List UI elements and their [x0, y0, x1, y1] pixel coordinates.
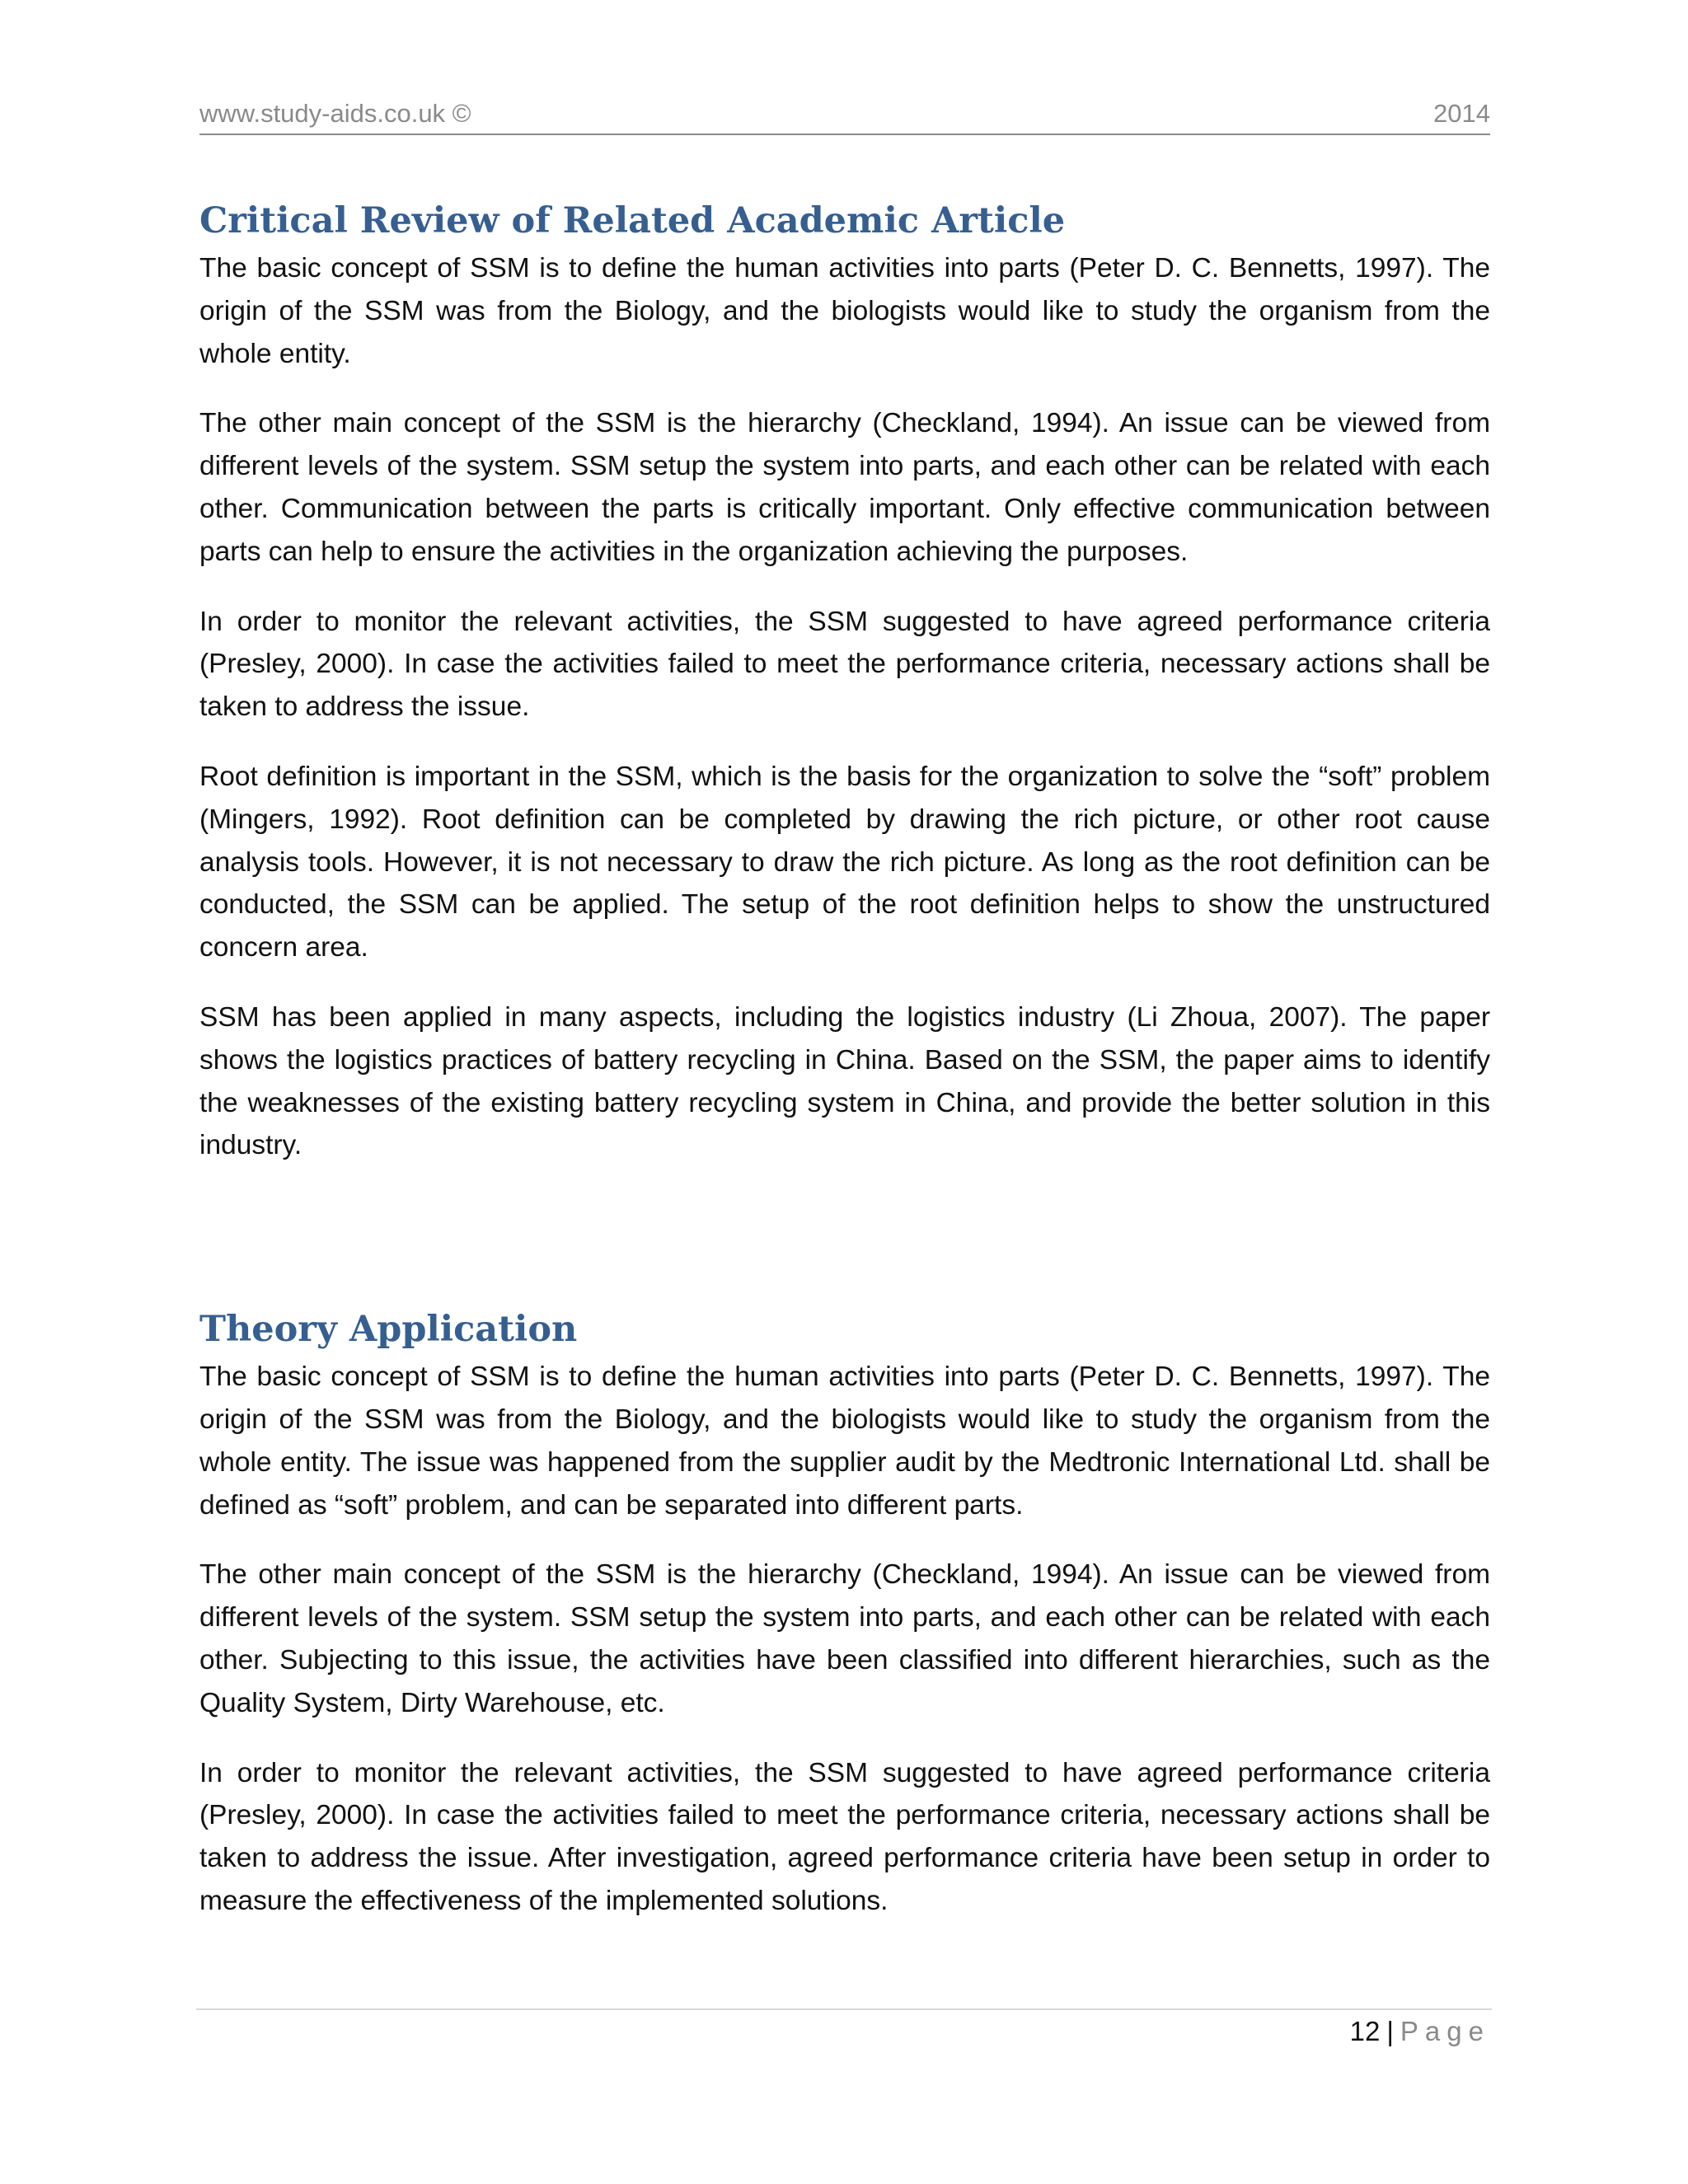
paragraph: The other main concept of the SSM is the hierarchy (Checkland, 1994). An issue can be viewed from different levels of the system. SSM setup the system into parts, and each other can be related with each other. Communication between the parts is critically important. Only effective communication between parts can help to ensure the activities in the organization achieving the purposes.: [199, 408, 1490, 567]
page-footer: [1350, 2016, 1490, 2047]
section-spacer: [199, 1194, 1490, 1303]
paragraph: Root definition is important in the SSM, which is the basis for the organization to solve the “soft” problem (Mingers, 1992). Root definition can be completed by drawing the rich picture, or other root cause analysis tools. However, it is not necessary to draw the rich picture. As long as the root definition can be conducted, the SSM can be applied. The setup of the root definition helps to show the unstructured concern area.: [199, 761, 1490, 963]
section-heading-theory-application: Theory Application: [199, 1309, 578, 1351]
paragraph: In order to monitor the relevant activities, the SSM suggested to have agreed performance criteria (Presley, 2000). In case the activities failed to meet the performance criteria, necessary actions shall be taken to address the issue. After investigation, agreed performance criteria have been setup in order to measure the effectiveness of the implemented solutions.: [199, 1757, 1490, 1916]
section-heading-critical-review: Critical Review of Related Academic Article: [199, 200, 1066, 241]
paragraph: The other main concept of the SSM is the hierarchy (Checkland, 1994). An issue can be viewed from different levels of the system. SSM setup the system into parts, and each other can be related with each other. Subjecting to this issue, the activities have been classified into different hierarchies, such as the Quality System, Dirty Warehouse, etc.: [199, 1559, 1490, 1718]
paragraph: The basic concept of SSM is to define the human activities into parts (Peter D. C. Bennetts, 1997). The origin of the SSM was from the Biology, and the biologists would like to study the organism from the whole entity. The issue was happened from the supplier audit by the Medtronic International Ltd. shall be defined as “soft” problem, and can be separated into different parts.: [199, 1361, 1490, 1521]
paragraph: In order to monitor the relevant activities, the SSM suggested to have agreed performance criteria (Presley, 2000). In case the activities failed to meet the performance criteria, necessary actions shall be taken to address the issue.: [199, 606, 1490, 723]
page-content: [199, 194, 1490, 1950]
page-number: 12: [1349, 2016, 1381, 2046]
page-header: [199, 97, 1490, 135]
paragraph: SSM has been applied in many aspects, including the logistics industry (Li Zhoua, 2007). The paper shows the logistics practices of battery recycling in China. Based on the SSM, the paper aims to identify the weaknesses of the existing battery recycling system in China, and provide the better solution in this industry.: [199, 1001, 1490, 1161]
header-site: www.study-aids.co.uk ©: [199, 99, 471, 128]
footer-divider: [196, 2008, 1492, 2010]
footer-page-word: Page: [1400, 2016, 1490, 2046]
paragraph: The basic concept of SSM is to define the human activities into parts (Peter D. C. Bennetts, 1997). The origin of the SSM was from the Biology, and the biologists would like to study the organism from the whole entity.: [199, 253, 1490, 369]
header-year: 2014: [1433, 99, 1490, 128]
footer-separator: |: [1386, 2016, 1394, 2046]
